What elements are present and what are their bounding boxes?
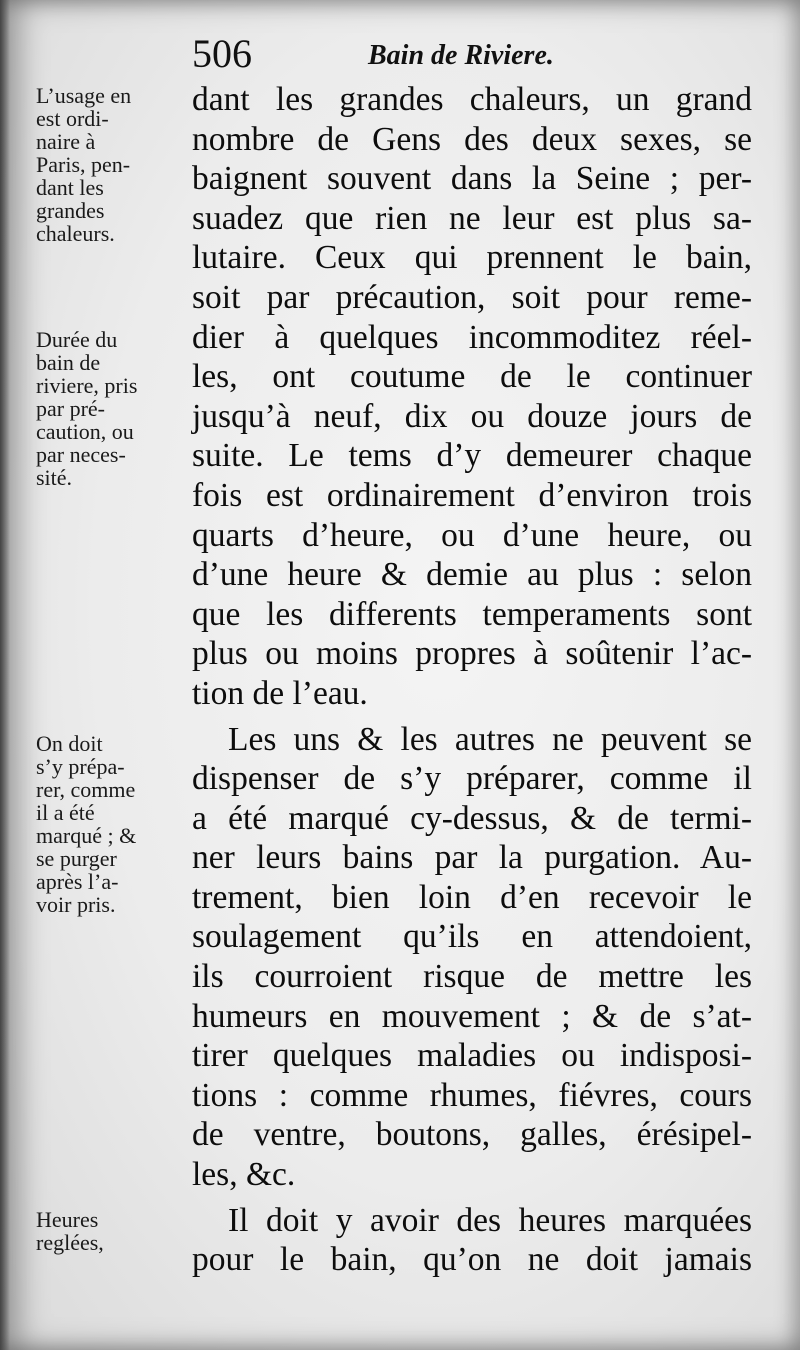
margin-note-line: bain de (36, 350, 101, 375)
margin-note-line: voir pris. (36, 892, 116, 917)
margin-note-line: chaleurs. (36, 221, 115, 246)
page-number: 506 (192, 31, 252, 76)
text-line: dispenser de s’y préparer, comme il (192, 760, 752, 798)
margin-note-line: marqué ; & (36, 823, 137, 848)
margin-note-line: grandes (36, 198, 105, 223)
text-line: ner leurs bains par la purgation. Au- (192, 839, 752, 877)
margin-note-line: après l’a- (36, 869, 119, 894)
margin-note-line: Durée du (36, 327, 118, 352)
text-line: lutaire. Ceux qui prennent le bain, (192, 239, 752, 277)
margin-note-line: caution, ou (36, 419, 134, 444)
text-line: d’une heure & demie au plus : selon (192, 556, 752, 594)
margin-note-line: dant les (36, 175, 104, 200)
margin-note-line: Heures (36, 1207, 99, 1232)
margin-note-line: rer, comme (36, 777, 136, 802)
text-line: tion de l’eau. (192, 674, 368, 712)
text-line: plus ou moins propres à soûtenir l’ac- (192, 635, 752, 673)
margin-note-duration (36, 328, 186, 489)
paragraph (192, 720, 752, 1195)
text-line: fois est ordinairement d’environ trois (192, 476, 752, 514)
text-line: humeurs en mouvement ; & de s’at- (192, 997, 752, 1035)
text-line: dant les grandes chaleurs, un grand (192, 81, 752, 118)
page-gutter-shadow (0, 0, 10, 1350)
text-line: baignent souvent dans la Seine ; per- (192, 160, 752, 198)
paragraph (192, 80, 752, 714)
margin-note-line: s’y prépa- (36, 754, 125, 779)
margin-note-line: L’usage en (36, 83, 132, 108)
running-head (192, 30, 752, 78)
text-line: soulagement qu’ils en attendoient, (192, 918, 752, 956)
text-line: soit par précaution, soit pour reme- (192, 278, 752, 316)
margin-note-line: riviere, pris (36, 373, 138, 398)
margin-note-line: par pré- (36, 396, 106, 421)
margin-note-line: il a été (36, 800, 95, 825)
margin-note-line: On doit (36, 731, 103, 756)
text-line: les, ont coutume de le continuer (192, 358, 752, 396)
margin-note-line: naire à (36, 129, 96, 154)
text-line: a été marqué cy-dessus, & de termi- (192, 799, 752, 837)
margin-note-line: se purger (36, 846, 117, 871)
text-line: que les differents temperaments sont (192, 595, 752, 633)
text-line: suite. Le tems d’y demeurer chaque (192, 437, 752, 475)
margin-note-line: reglées, (36, 1230, 104, 1255)
text-line: suadez que rien ne leur est plus sa- (192, 199, 752, 237)
text-line: tirer quelques maladies ou indisposi- (192, 1037, 752, 1075)
text-line: Il doit y avoir des heures marquées (228, 1201, 752, 1239)
margin-note-preparation (36, 732, 186, 916)
body-text (192, 80, 752, 1280)
text-line: ils courroient risque de mettre les (192, 958, 752, 996)
margin-note-line: sité. (36, 465, 73, 490)
text-line: Les uns & les autres ne peuvent se (228, 720, 752, 758)
paragraph (192, 1201, 752, 1280)
margin-note-line: est ordi- (36, 106, 109, 131)
text-line: quarts d’heure, ou d’une heure, ou (192, 516, 752, 554)
text-line: dier à quelques incommoditez réel- (192, 318, 752, 356)
margin-note-usage (36, 84, 186, 245)
text-line: les, &c. (192, 1156, 296, 1194)
text-line: tions : comme rhumes, fiévres, cours (192, 1076, 752, 1114)
margin-note-line: Paris, pen- (36, 152, 131, 177)
text-line: pour le bain, qu’on ne doit jamais (192, 1241, 752, 1279)
text-line: de ventre, boutons, galles, érésipel- (192, 1116, 752, 1154)
running-title: Bain de Riviere. (368, 40, 554, 71)
margin-note-hours (36, 1208, 186, 1254)
text-line: trement, bien loin d’en recevoir le (192, 878, 752, 916)
text-line: nombre de Gens des deux sexes, se (192, 120, 752, 158)
margin-note-line: par neces- (36, 442, 126, 467)
text-line: jusqu’à neuf, dix ou douze jours de (192, 397, 752, 435)
